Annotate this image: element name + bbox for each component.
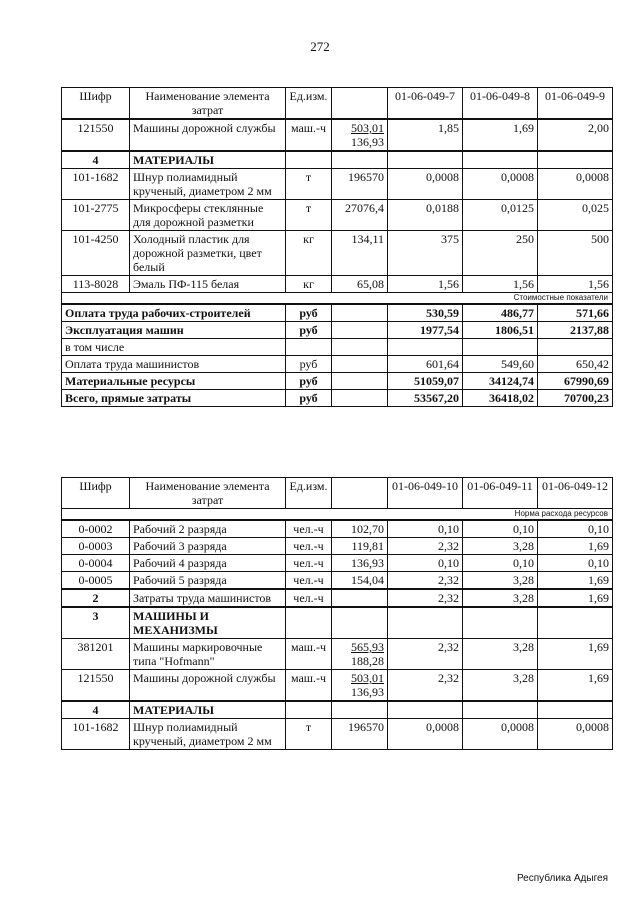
header-unit: Ед.изм. bbox=[286, 478, 332, 509]
row-price bbox=[332, 639, 388, 670]
row-price bbox=[332, 589, 388, 607]
price-top: 503,01 bbox=[351, 121, 384, 135]
total-value-9: 571,66 bbox=[538, 304, 613, 322]
table-row bbox=[62, 589, 613, 607]
row-price: 196570 bbox=[332, 719, 388, 750]
page-number: 272 bbox=[310, 39, 330, 54]
table-header-row bbox=[62, 478, 613, 509]
row-unit: чел.-ч bbox=[286, 520, 332, 538]
header-col-8: 01-06-049-8 bbox=[463, 88, 538, 120]
row-value-11: 0,10 bbox=[463, 520, 538, 538]
row-name: Шнур полиамидный крученый, диаметром 2 мм bbox=[130, 719, 286, 750]
row-price: 119,81 bbox=[332, 538, 388, 555]
row-value-10: 2,32 bbox=[388, 572, 463, 590]
section-number: 4 bbox=[62, 701, 130, 719]
total-name: Всего, прямые затраты bbox=[62, 390, 286, 407]
header-col-9: 01-06-049-9 bbox=[538, 88, 613, 120]
header-code: Шифр bbox=[62, 478, 130, 509]
header-col-12: 01-06-049-12 bbox=[538, 478, 613, 509]
row-value-11: 3,28 bbox=[463, 589, 538, 607]
total-value-7: 53567,20 bbox=[388, 390, 463, 407]
row-value-12: 0,10 bbox=[538, 555, 613, 572]
row-value-9: 500 bbox=[538, 231, 613, 276]
resource-norm-note: Норма расхода ресурсов bbox=[62, 509, 613, 521]
row-price: 27076,4 bbox=[332, 200, 388, 231]
row-value-12: 1,69 bbox=[538, 670, 613, 702]
header-col-7: 01-06-049-7 bbox=[388, 88, 463, 120]
total-row bbox=[62, 356, 613, 373]
header-price bbox=[332, 478, 388, 509]
table-row bbox=[62, 555, 613, 572]
table-row bbox=[62, 520, 613, 538]
row-code: 381201 bbox=[62, 639, 130, 670]
section-row-materials bbox=[62, 151, 613, 169]
row-name: Машины дорожной службы bbox=[130, 119, 286, 151]
row-name: Рабочий 4 разряда bbox=[130, 555, 286, 572]
row-code: 0-0003 bbox=[62, 538, 130, 555]
total-name: Материальные ресурсы bbox=[62, 373, 286, 390]
table-row bbox=[62, 200, 613, 231]
table-row bbox=[62, 119, 613, 151]
header-name: Наименование элемента затрат bbox=[130, 88, 286, 120]
row-value-11: 3,28 bbox=[463, 538, 538, 555]
row-name: Рабочий 2 разряда bbox=[130, 520, 286, 538]
cost-indicators-note: Стоимостные показатели bbox=[62, 293, 613, 305]
row-value-9: 2,00 bbox=[538, 119, 613, 151]
total-value-7: 1977,54 bbox=[388, 322, 463, 339]
row-value-8: 1,56 bbox=[463, 276, 538, 293]
row-code: 101-4250 bbox=[62, 231, 130, 276]
row-value-11: 3,28 bbox=[463, 670, 538, 702]
row-value-11: 0,0008 bbox=[463, 719, 538, 750]
row-unit: маш.-ч bbox=[286, 119, 332, 151]
row-value-12: 1,69 bbox=[538, 589, 613, 607]
total-unit: руб bbox=[286, 322, 332, 339]
row-value-11: 3,28 bbox=[463, 572, 538, 590]
total-value-8: 549,60 bbox=[463, 356, 538, 373]
table-row bbox=[62, 670, 613, 702]
price-bottom: 136,93 bbox=[351, 685, 384, 699]
row-value-10: 0,10 bbox=[388, 555, 463, 572]
row-value-11: 3,28 bbox=[463, 639, 538, 670]
row-value-7: 1,85 bbox=[388, 119, 463, 151]
row-name: Холодный пластик для дорожной разметки, цвет белый bbox=[130, 231, 286, 276]
row-value-9: 1,56 bbox=[538, 276, 613, 293]
table-row bbox=[62, 276, 613, 293]
table-row bbox=[62, 719, 613, 750]
total-value-8: 36418,02 bbox=[463, 390, 538, 407]
table-header-row bbox=[62, 88, 613, 120]
table-row bbox=[62, 572, 613, 590]
header-price bbox=[332, 88, 388, 120]
row-value-10: 2,32 bbox=[388, 670, 463, 702]
row-unit: т bbox=[286, 169, 332, 200]
total-value-9: 2137,88 bbox=[538, 322, 613, 339]
row-code: 0-0002 bbox=[62, 520, 130, 538]
table-row bbox=[62, 538, 613, 555]
note-row bbox=[62, 293, 613, 305]
row-price: 134,11 bbox=[332, 231, 388, 276]
row-value-12: 0,10 bbox=[538, 520, 613, 538]
row-price: 136,93 bbox=[332, 555, 388, 572]
section-number: 4 bbox=[62, 151, 130, 169]
row-value-11: 0,10 bbox=[463, 555, 538, 572]
row-code: 2 bbox=[62, 589, 130, 607]
row-name: Рабочий 5 разряда bbox=[130, 572, 286, 590]
row-value-10: 2,32 bbox=[388, 538, 463, 555]
row-value-10: 0,0008 bbox=[388, 719, 463, 750]
price-top: 565,93 bbox=[351, 640, 384, 654]
total-value-9: 67990,69 bbox=[538, 373, 613, 390]
price-top: 503,01 bbox=[351, 671, 384, 685]
total-value-9: 70700,23 bbox=[538, 390, 613, 407]
row-price: 102,70 bbox=[332, 520, 388, 538]
price-bottom: 188,28 bbox=[351, 654, 384, 668]
total-value-8: 1806,51 bbox=[463, 322, 538, 339]
row-price: 154,04 bbox=[332, 572, 388, 590]
total-unit: руб bbox=[286, 373, 332, 390]
section-row-materials bbox=[62, 701, 613, 719]
header-name: Наименование элемента затрат bbox=[130, 478, 286, 509]
note-row bbox=[62, 509, 613, 521]
row-code: 121550 bbox=[62, 119, 130, 151]
row-unit: кг bbox=[286, 231, 332, 276]
total-name: Оплата труда рабочих-строителей bbox=[62, 304, 286, 322]
section-title: МАТЕРИАЛЫ bbox=[130, 151, 286, 169]
row-name: Шнур полиамидный крученый, диаметром 2 мм bbox=[130, 169, 286, 200]
row-value-7: 375 bbox=[388, 231, 463, 276]
row-name: Машины маркировочные типа "Hofmann" bbox=[130, 639, 286, 670]
row-unit: чел.-ч bbox=[286, 589, 332, 607]
total-value-9: 650,42 bbox=[538, 356, 613, 373]
row-unit: чел.-ч bbox=[286, 572, 332, 590]
header-unit: Ед.изм. bbox=[286, 88, 332, 120]
total-row bbox=[62, 390, 613, 407]
row-value-7: 1,56 bbox=[388, 276, 463, 293]
total-name: в том числе bbox=[62, 339, 286, 356]
section-title: МАТЕРИАЛЫ bbox=[130, 701, 286, 719]
row-code: 101-2775 bbox=[62, 200, 130, 231]
row-name: Машины дорожной службы bbox=[130, 670, 286, 702]
row-value-8: 0,0008 bbox=[463, 169, 538, 200]
row-value-7: 0,0188 bbox=[388, 200, 463, 231]
row-code: 113-8028 bbox=[62, 276, 130, 293]
row-unit: чел.-ч bbox=[286, 555, 332, 572]
price-bottom: 136,93 bbox=[351, 135, 384, 149]
row-value-8: 0,0125 bbox=[463, 200, 538, 231]
cost-table-2 bbox=[61, 477, 613, 750]
section-number: 3 bbox=[62, 607, 130, 639]
row-unit: чел.-ч bbox=[286, 538, 332, 555]
row-unit: т bbox=[286, 200, 332, 231]
header-code: Шифр bbox=[62, 88, 130, 120]
row-name: Микросферы стеклянные для дорожной разметки bbox=[130, 200, 286, 231]
total-unit: руб bbox=[286, 390, 332, 407]
row-code: 0-0005 bbox=[62, 572, 130, 590]
total-row bbox=[62, 373, 613, 390]
row-name: Рабочий 3 разряда bbox=[130, 538, 286, 555]
row-value-8: 1,69 bbox=[463, 119, 538, 151]
row-code: 101-1682 bbox=[62, 719, 130, 750]
table-row bbox=[62, 639, 613, 670]
row-value-12: 1,69 bbox=[538, 639, 613, 670]
footer-region: Республика Адыгея bbox=[516, 873, 608, 884]
table-row bbox=[62, 231, 613, 276]
total-value-7: 530,59 bbox=[388, 304, 463, 322]
total-value-8: 34124,74 bbox=[463, 373, 538, 390]
row-name: Затраты труда машинистов bbox=[130, 589, 286, 607]
total-name: Эксплуатация машин bbox=[62, 322, 286, 339]
total-value-7: 51059,07 bbox=[388, 373, 463, 390]
row-code: 121550 bbox=[62, 670, 130, 702]
row-price bbox=[332, 119, 388, 151]
row-value-8: 250 bbox=[463, 231, 538, 276]
header-col-10: 01-06-049-10 bbox=[388, 478, 463, 509]
section-title: МАШИНЫ И МЕХАНИЗМЫ bbox=[130, 607, 286, 639]
row-name: Эмаль ПФ-115 белая bbox=[130, 276, 286, 293]
row-value-10: 2,32 bbox=[388, 589, 463, 607]
row-unit: т bbox=[286, 719, 332, 750]
total-row bbox=[62, 322, 613, 339]
section-row-machines bbox=[62, 607, 613, 639]
header-col-11: 01-06-049-11 bbox=[463, 478, 538, 509]
total-row bbox=[62, 339, 613, 356]
row-value-9: 0,025 bbox=[538, 200, 613, 231]
row-value-12: 1,69 bbox=[538, 572, 613, 590]
cost-table-1 bbox=[61, 87, 613, 407]
row-value-10: 0,10 bbox=[388, 520, 463, 538]
total-value-8: 486,77 bbox=[463, 304, 538, 322]
row-price bbox=[332, 670, 388, 702]
row-price: 65,08 bbox=[332, 276, 388, 293]
total-name: Оплата труда машинистов bbox=[62, 356, 286, 373]
row-code: 101-1682 bbox=[62, 169, 130, 200]
row-value-9: 0,0008 bbox=[538, 169, 613, 200]
row-value-12: 0,0008 bbox=[538, 719, 613, 750]
row-unit: маш.-ч bbox=[286, 639, 332, 670]
row-unit: кг bbox=[286, 276, 332, 293]
total-unit: руб bbox=[286, 304, 332, 322]
row-value-10: 2,32 bbox=[388, 639, 463, 670]
table-row bbox=[62, 169, 613, 200]
row-value-7: 0,0008 bbox=[388, 169, 463, 200]
row-price: 196570 bbox=[332, 169, 388, 200]
total-row bbox=[62, 304, 613, 322]
total-unit: руб bbox=[286, 356, 332, 373]
total-value-7: 601,64 bbox=[388, 356, 463, 373]
row-unit: маш.-ч bbox=[286, 670, 332, 702]
row-value-12: 1,69 bbox=[538, 538, 613, 555]
row-code: 0-0004 bbox=[62, 555, 130, 572]
